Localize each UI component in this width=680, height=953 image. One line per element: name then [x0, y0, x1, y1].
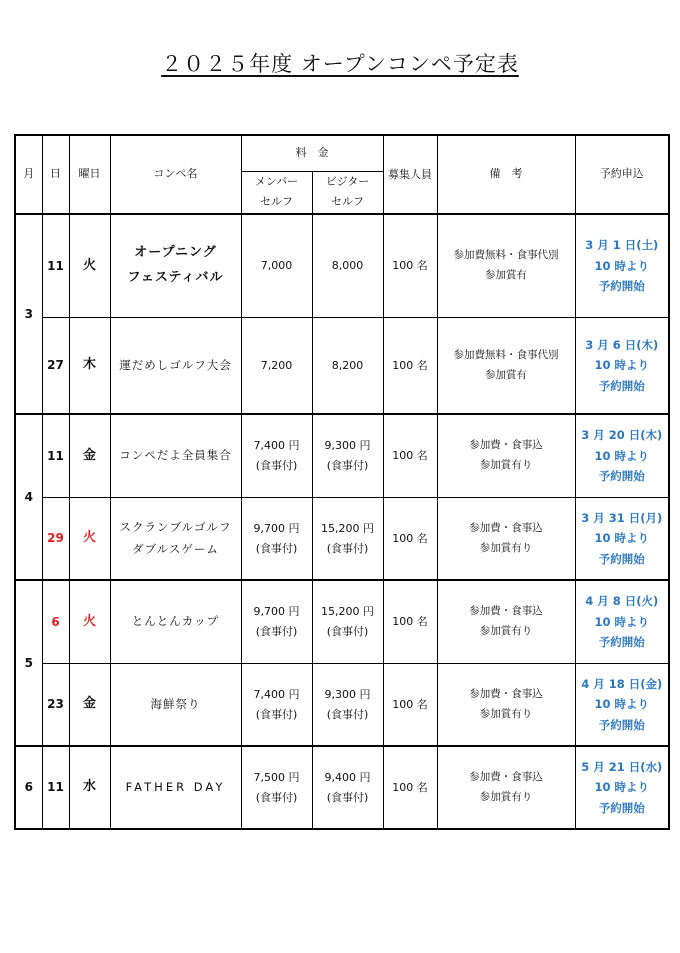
month-cell: 3: [15, 214, 42, 414]
visitor-fee: 9,400 円 (食事付): [312, 746, 383, 829]
weekday-cell: 木: [69, 317, 110, 414]
month-cell: 4: [15, 414, 42, 580]
capacity-cell: 100 名: [383, 663, 437, 746]
header-day: 日: [42, 135, 69, 214]
header-month: 月: [15, 135, 42, 214]
capacity-cell: 100 名: [383, 497, 437, 580]
member-fee: 9,700 円 (食事付): [241, 497, 312, 580]
table-row: [15, 317, 669, 414]
remarks-cell: 参加費・食事込 参加賞有り: [437, 580, 575, 663]
day-cell: 6: [42, 580, 69, 663]
reservation-cell: 3 月 20 日(木) 10 時より 予約開始: [575, 414, 669, 497]
capacity-cell: 100 名: [383, 746, 437, 829]
competition-name: とんとんカップ: [110, 580, 241, 663]
weekday-cell: 火: [69, 214, 110, 317]
remarks-cell: 参加費・食事込 参加賞有り: [437, 746, 575, 829]
month-cell: 6: [15, 746, 42, 829]
remarks-cell: 参加費無料・食事代別 参加賞有: [437, 214, 575, 317]
header-visitor-self: ビジター セルフ: [312, 171, 383, 214]
competition-name: FATHER DAY: [110, 746, 241, 829]
visitor-fee: 8,000: [312, 214, 383, 317]
reservation-cell: 3 月 31 日(月) 10 時より 予約開始: [575, 497, 669, 580]
reservation-cell: 4 月 18 日(金) 10 時より 予約開始: [575, 663, 669, 746]
remarks-cell: 参加費・食事込 参加賞有り: [437, 414, 575, 497]
day-cell: 29: [42, 497, 69, 580]
member-fee: 9,700 円 (食事付): [241, 580, 312, 663]
day-cell: 27: [42, 317, 69, 414]
header-weekday: 曜日: [69, 135, 110, 214]
day-cell: 11: [42, 414, 69, 497]
schedule-table: [14, 134, 670, 830]
visitor-fee: 15,200 円 (食事付): [312, 497, 383, 580]
visitor-fee: 9,300 円 (食事付): [312, 414, 383, 497]
remarks-cell: 参加費・食事込 参加賞有り: [437, 497, 575, 580]
remarks-cell: 参加費無料・食事代別 参加賞有: [437, 317, 575, 414]
table-row: [15, 580, 669, 663]
month-cell: 5: [15, 580, 42, 746]
table-row: [15, 497, 669, 580]
reservation-cell: 3 月 6 日(木) 10 時より 予約開始: [575, 317, 669, 414]
remarks-cell: 参加費・食事込 参加賞有り: [437, 663, 575, 746]
capacity-cell: 100 名: [383, 214, 437, 317]
competition-name: オープニング フェスティバル: [110, 214, 241, 317]
capacity-cell: 100 名: [383, 580, 437, 663]
member-fee: 7,400 円 (食事付): [241, 414, 312, 497]
day-cell: 11: [42, 214, 69, 317]
page-title: ２０２５年度 オープンコンペ予定表: [161, 52, 519, 76]
header-competition-name: コンペ名: [110, 135, 241, 214]
header-capacity: 募集人員: [383, 135, 437, 214]
visitor-fee: 15,200 円 (食事付): [312, 580, 383, 663]
weekday-cell: 水: [69, 746, 110, 829]
header-row-1: [15, 135, 669, 171]
header-reservation: 予約申込: [575, 135, 669, 214]
header-fee: 料 金: [241, 135, 383, 171]
header-remarks: 備 考: [437, 135, 575, 214]
reservation-cell: 3 月 1 日(土) 10 時より 予約開始: [575, 214, 669, 317]
header-member-self: メンバー セルフ: [241, 171, 312, 214]
reservation-cell: 5 月 21 日(水) 10 時より 予約開始: [575, 746, 669, 829]
member-fee: 7,200: [241, 317, 312, 414]
competition-name: 運だめしゴルフ大会: [110, 317, 241, 414]
member-fee: 7,400 円 (食事付): [241, 663, 312, 746]
day-cell: 11: [42, 746, 69, 829]
competition-name: スクランブルゴルフ ダブルスゲーム: [110, 497, 241, 580]
day-cell: 23: [42, 663, 69, 746]
competition-name: コンペだよ全員集合: [110, 414, 241, 497]
visitor-fee: 9,300 円 (食事付): [312, 663, 383, 746]
table-row: [15, 746, 669, 829]
member-fee: 7,500 円 (食事付): [241, 746, 312, 829]
capacity-cell: 100 名: [383, 317, 437, 414]
table-row: [15, 414, 669, 497]
reservation-cell: 4 月 8 日(火) 10 時より 予約開始: [575, 580, 669, 663]
competition-name: 海鮮祭り: [110, 663, 241, 746]
weekday-cell: 火: [69, 580, 110, 663]
table-row: [15, 214, 669, 317]
visitor-fee: 8,200: [312, 317, 383, 414]
capacity-cell: 100 名: [383, 414, 437, 497]
weekday-cell: 金: [69, 414, 110, 497]
weekday-cell: 火: [69, 497, 110, 580]
weekday-cell: 金: [69, 663, 110, 746]
member-fee: 7,000: [241, 214, 312, 317]
table-row: [15, 663, 669, 746]
